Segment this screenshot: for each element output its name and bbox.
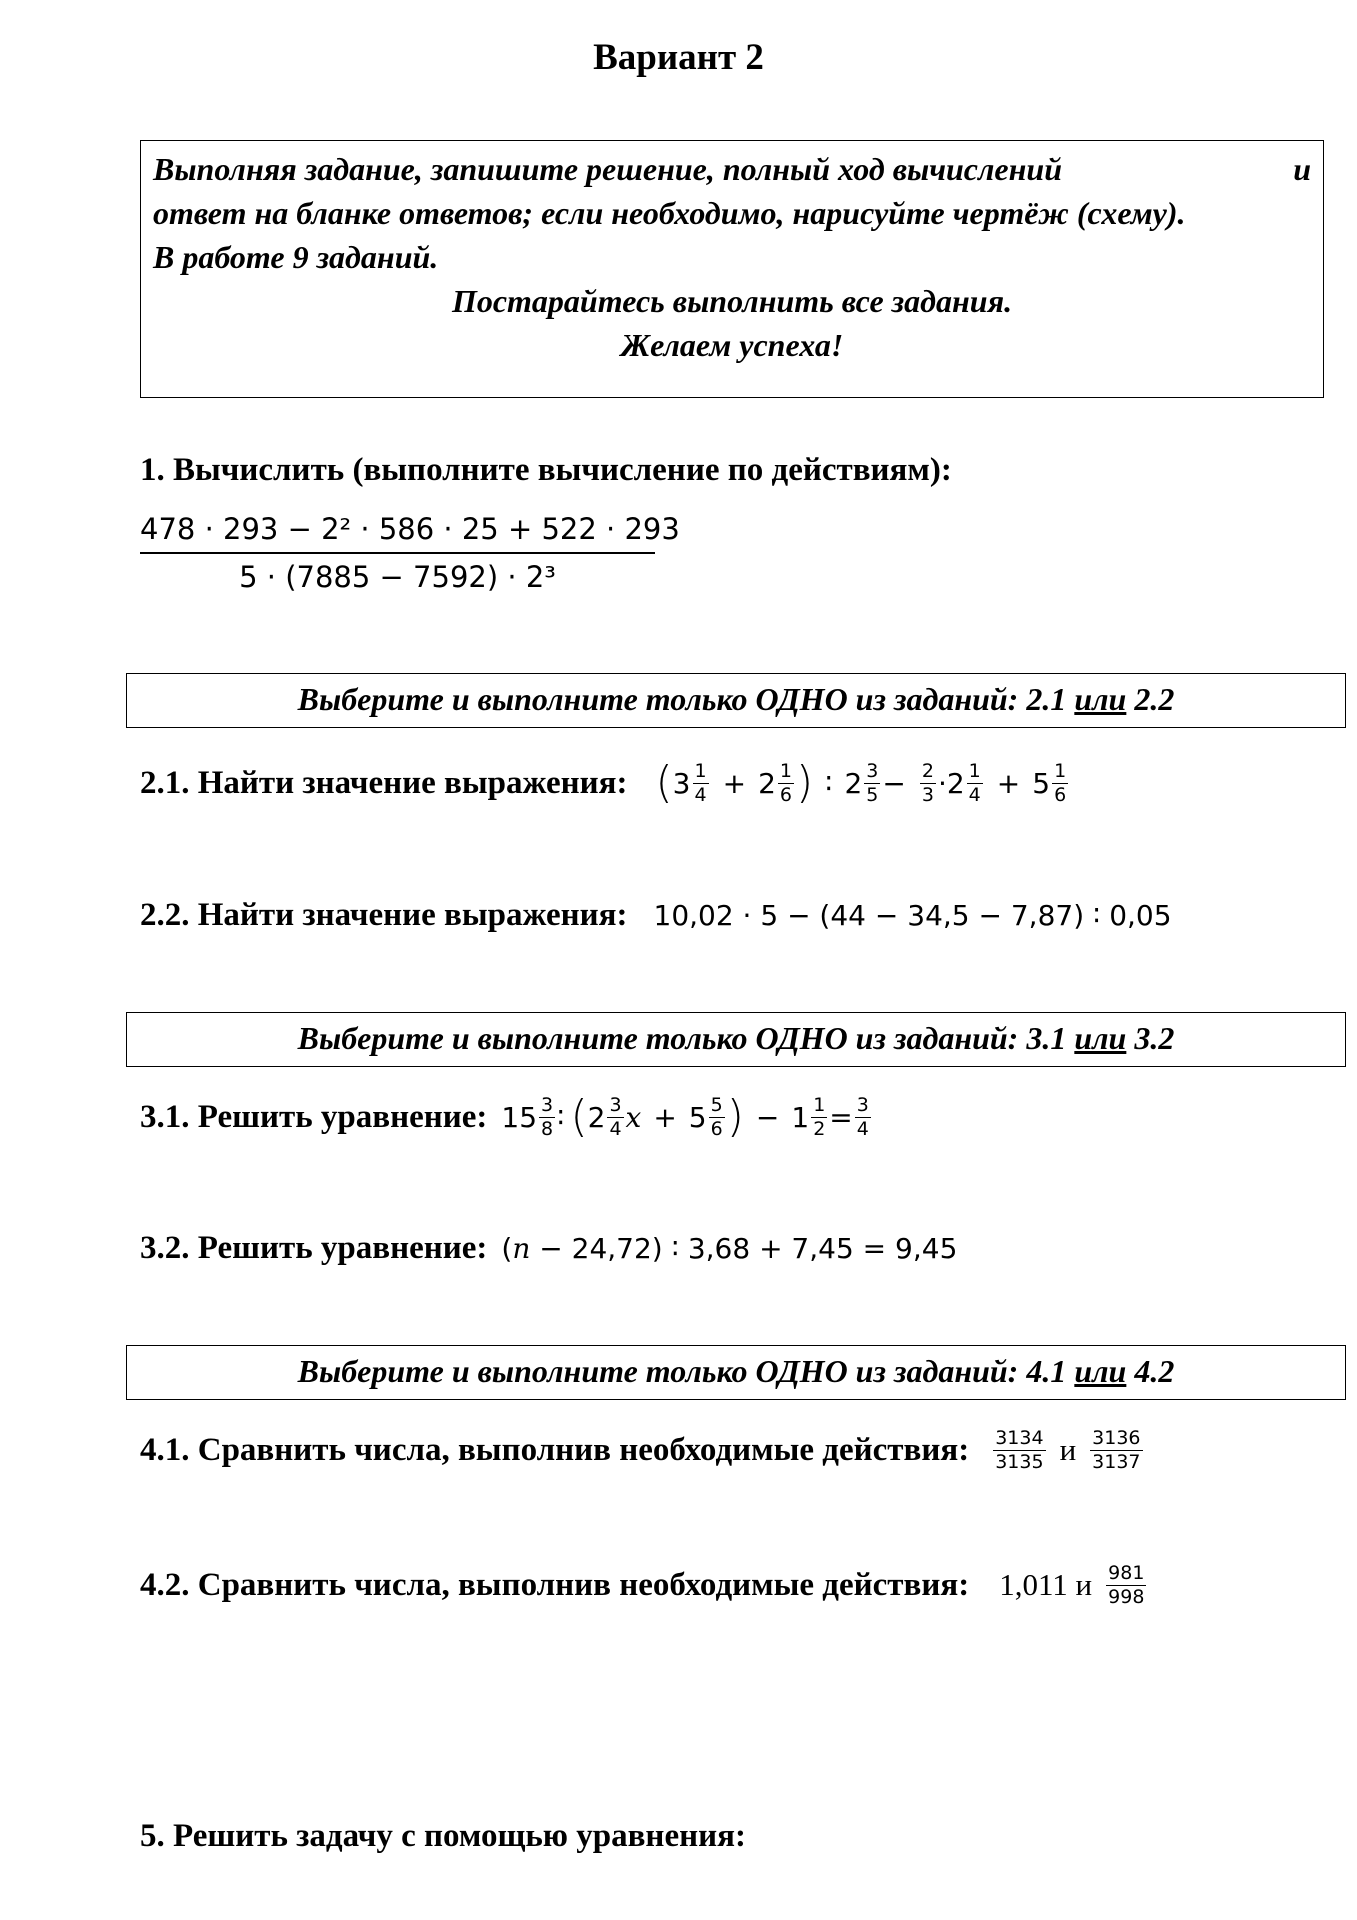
den: 4 xyxy=(694,783,707,806)
whole: 2 xyxy=(587,1100,606,1134)
fraction xyxy=(607,1094,623,1141)
whole: 5 xyxy=(1032,766,1051,800)
num: 3 xyxy=(866,759,879,782)
whole: 1 xyxy=(791,1100,810,1134)
num: 1 xyxy=(694,759,707,782)
den: 4 xyxy=(856,1117,869,1140)
choice-box-3 xyxy=(126,1012,1346,1067)
fraction xyxy=(709,1094,725,1141)
num: 1 xyxy=(1054,759,1067,782)
whole: 15 xyxy=(501,1100,538,1134)
task-4-2-expression xyxy=(999,1562,1148,1609)
task-5-label: 5. Решить задачу с помощью уравнения: xyxy=(140,1818,746,1854)
den: 2 xyxy=(813,1117,826,1140)
op: ∶ xyxy=(825,766,833,800)
task-1-denominator: 5 · (7885 − 7592) · 2³ xyxy=(239,560,556,594)
conjunction: и xyxy=(1059,1432,1077,1467)
op: − xyxy=(755,1100,780,1134)
instructions-line: В работе 9 заданий. xyxy=(153,239,439,275)
paren: ) xyxy=(726,1091,744,1142)
fraction xyxy=(1052,760,1068,807)
op: + xyxy=(722,766,747,800)
fraction xyxy=(855,1094,871,1141)
instructions-box xyxy=(140,140,1324,398)
instructions-line: и xyxy=(1293,151,1311,187)
whole: 2 xyxy=(758,766,776,800)
choice-or: или xyxy=(1074,1353,1127,1389)
instructions-line: Постарайтесь выполнить все задания. xyxy=(451,283,1013,319)
instructions-line: Желаем успеха! xyxy=(620,327,844,363)
num: 3 xyxy=(856,1093,869,1116)
op: − xyxy=(882,766,906,800)
choice-tail: 3.2 xyxy=(1126,1020,1175,1056)
task-4-1-expression xyxy=(991,1427,1144,1474)
choice-tail: 4.2 xyxy=(1126,1353,1175,1389)
fraction xyxy=(993,1427,1045,1474)
task-4-1 xyxy=(140,1415,1145,1485)
num: 981 xyxy=(1108,1561,1145,1584)
task-3-2-label: 3.2. Решить уравнение: xyxy=(140,1229,488,1266)
paren: ( xyxy=(570,1091,588,1142)
task-2-1-label: 2.1. Найти значение выражения: xyxy=(140,764,628,801)
fraction xyxy=(920,760,936,807)
num: 3134 xyxy=(995,1426,1044,1449)
op: = xyxy=(829,1100,853,1134)
choice-box-4 xyxy=(126,1345,1346,1400)
task-2-1 xyxy=(140,748,1070,818)
den: 5 xyxy=(866,783,879,806)
choice-or: или xyxy=(1074,681,1127,717)
den: 998 xyxy=(1108,1585,1145,1608)
paren: ( xyxy=(655,757,673,808)
choice-text: Выберите и выполните только ОДНО из заданий: 3.1 xyxy=(297,1020,1075,1056)
fraction xyxy=(778,760,794,807)
task-3-1-label: 3.1. Решить уравнение: xyxy=(140,1098,488,1135)
task-3-1-expression xyxy=(501,1091,872,1142)
fraction xyxy=(1106,1562,1146,1609)
task-2-2 xyxy=(140,890,1172,940)
paren: ) xyxy=(795,757,814,808)
task-2-1-expression xyxy=(655,757,1071,808)
op: + xyxy=(653,1100,677,1134)
task-3-1 xyxy=(140,1082,873,1152)
den: 6 xyxy=(710,1117,723,1140)
num: 3 xyxy=(609,1093,622,1116)
task-1-label: 1. Вычислить (выполните вычисление по действиям): xyxy=(140,452,952,488)
num: 3 xyxy=(541,1093,554,1116)
den: 4 xyxy=(968,783,981,806)
den: 3135 xyxy=(995,1450,1044,1473)
num: 1 xyxy=(813,1093,826,1116)
variable: n xyxy=(512,1231,531,1265)
den: 4 xyxy=(609,1117,622,1140)
whole: 2 xyxy=(844,766,863,800)
whole: 2 xyxy=(946,766,965,800)
choice-tail: 2.2 xyxy=(1126,681,1175,717)
whole: 3 xyxy=(672,766,691,800)
task-4-1-label: 4.1. Сравнить числа, выполнив необходимые действия: xyxy=(140,1431,970,1468)
choice-text: Выберите и выполните только ОДНО из заданий: 4.1 xyxy=(297,1353,1075,1389)
instructions-line: ответ на бланке ответов; если необходимо, нарисуйте чертёж (схему). xyxy=(153,195,1186,231)
task-4-2-label: 4.2. Сравнить числа, выполнив необходимые действия: xyxy=(140,1566,970,1603)
task-1-fraction xyxy=(140,512,680,594)
number-value: 1,011 и xyxy=(999,1567,1093,1602)
fraction xyxy=(864,760,880,807)
page-title: Вариант 2 xyxy=(593,37,764,78)
den: 8 xyxy=(541,1117,554,1140)
whole: 5 xyxy=(688,1100,707,1134)
num: 1 xyxy=(779,759,792,782)
task-4-2 xyxy=(140,1550,1148,1620)
den: 3 xyxy=(921,783,934,806)
choice-box-2 xyxy=(126,673,1346,728)
num: 2 xyxy=(921,759,934,782)
num: 5 xyxy=(710,1093,723,1116)
task-2-2-label: 2.2. Найти значение выражения: xyxy=(140,896,628,933)
task-3-2 xyxy=(140,1223,957,1273)
choice-text: Выберите и выполните только ОДНО из заданий: 2.1 xyxy=(297,681,1075,717)
fraction xyxy=(539,1094,555,1141)
fraction xyxy=(693,760,709,807)
den: 3137 xyxy=(1092,1450,1141,1473)
op: + xyxy=(996,766,1021,800)
fraction xyxy=(967,760,983,807)
num: 1 xyxy=(968,759,981,782)
expression-rest: − 24,72) ∶ 3,68 + 7,45 = 9,45 xyxy=(530,1231,958,1265)
paren: ( xyxy=(501,1231,513,1265)
task-1-numerator: 478 · 293 − 2² · 586 · 25 + 522 · 293 xyxy=(140,512,655,554)
variable: x xyxy=(625,1100,642,1134)
task-3-2-expression xyxy=(501,1232,957,1265)
den: 6 xyxy=(779,783,792,806)
op: ∶ xyxy=(557,1100,565,1134)
den: 6 xyxy=(1054,783,1067,806)
task-2-2-expression: 10,02 · 5 − (44 − 34,5 − 7,87) ∶ 0,05 xyxy=(653,898,1172,932)
num: 3136 xyxy=(1092,1426,1141,1449)
op: · xyxy=(937,766,947,800)
choice-or: или xyxy=(1074,1020,1127,1056)
instructions-line: Выполняя задание, запишите решение, полный ход вычислений xyxy=(153,151,1062,187)
fraction xyxy=(1090,1427,1142,1474)
fraction xyxy=(811,1094,827,1141)
